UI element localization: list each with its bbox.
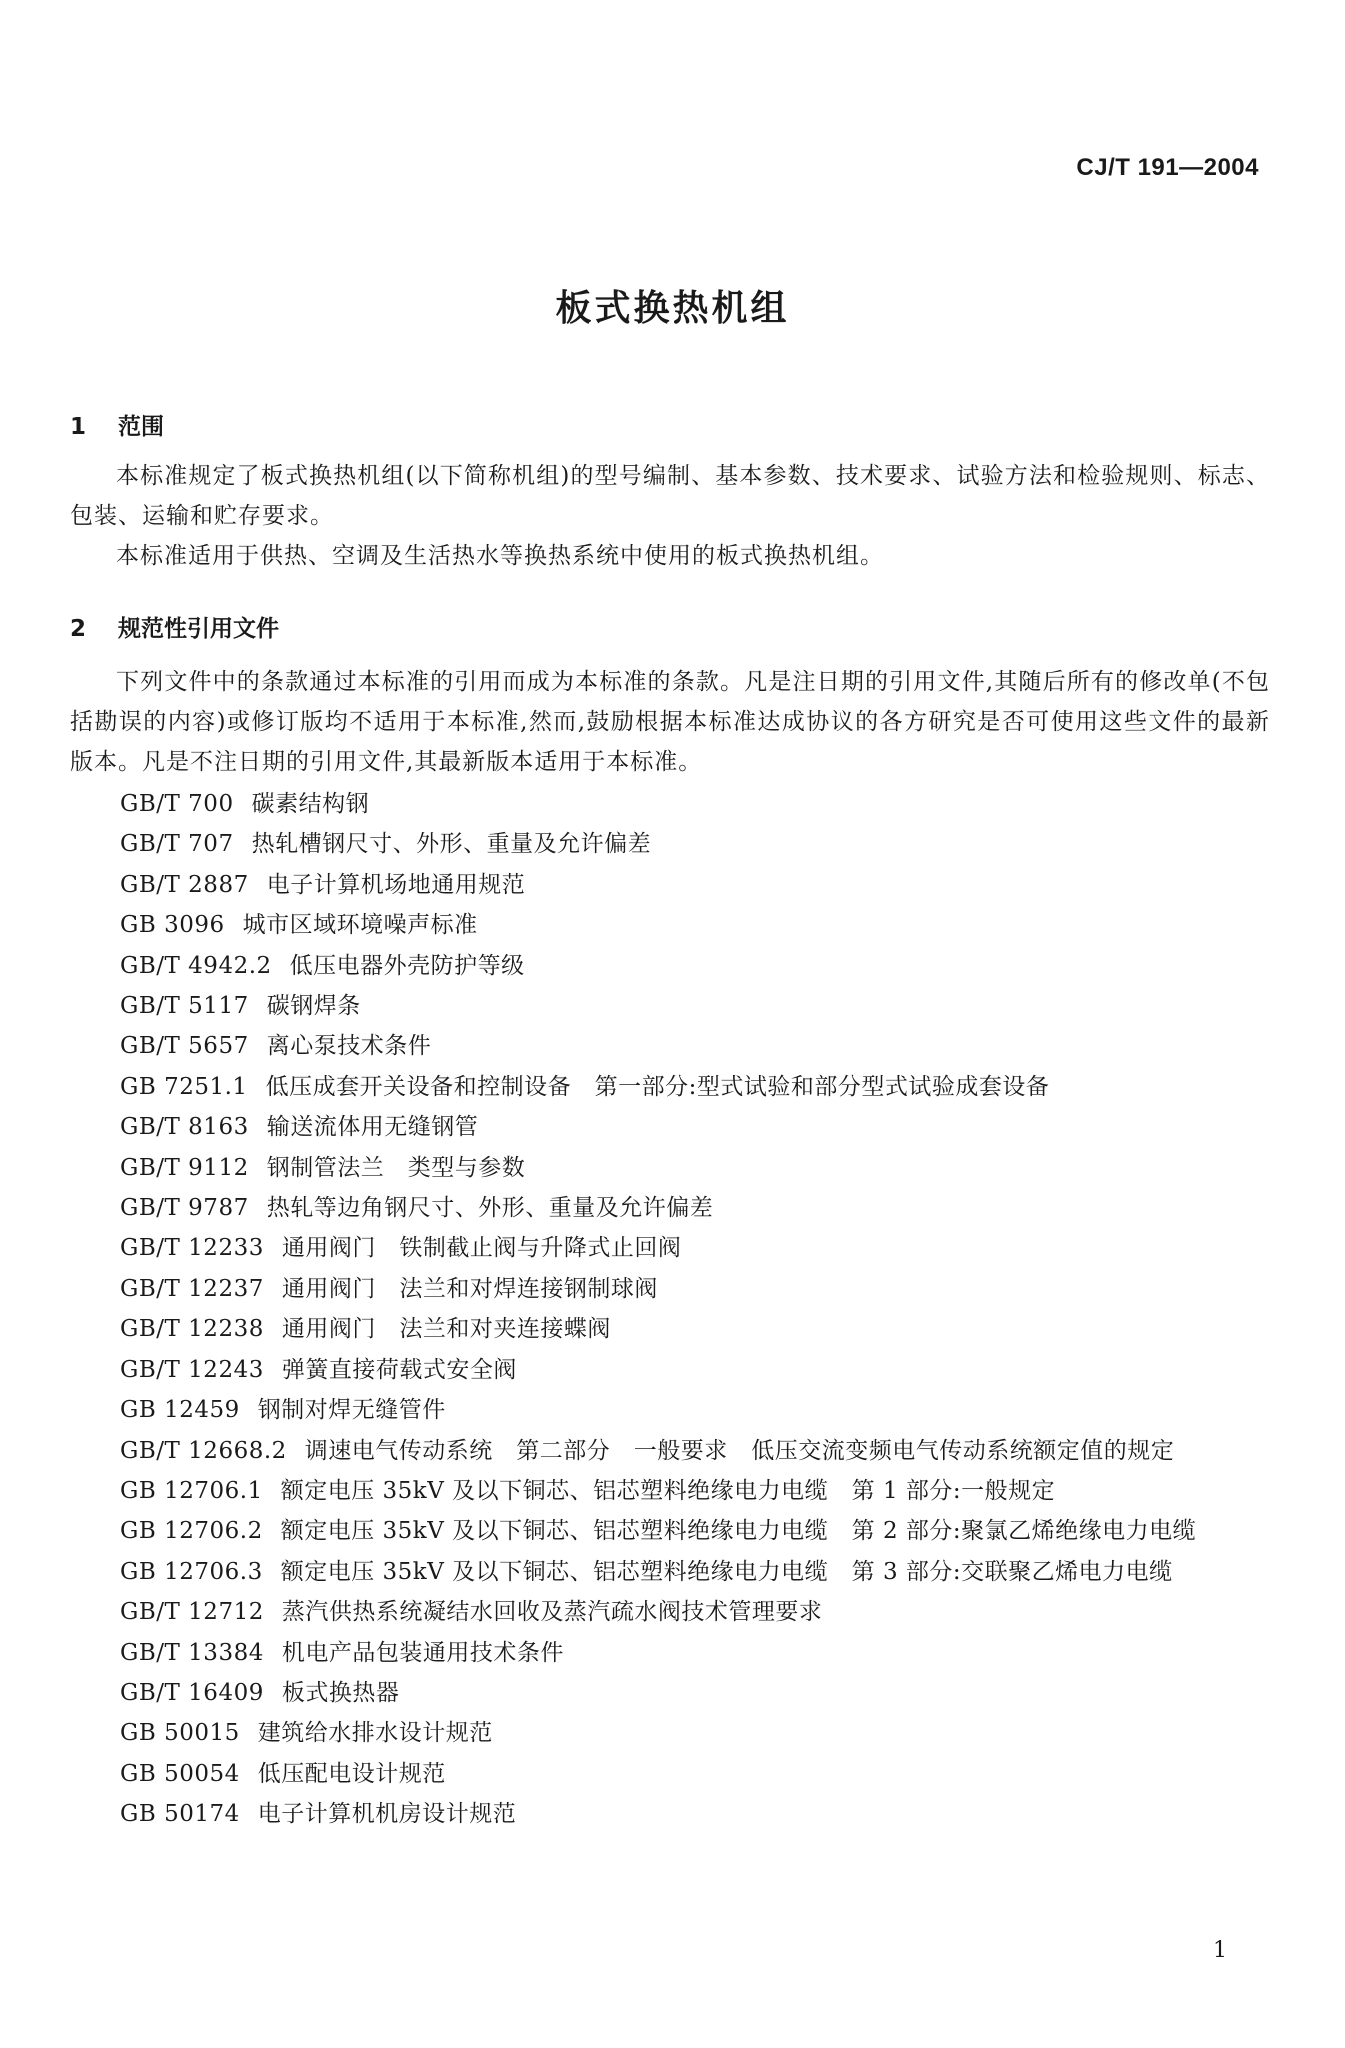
reference-item bbox=[70, 1471, 1270, 1511]
page-number: 1 bbox=[1213, 1938, 1227, 1963]
section-1-number: 1 bbox=[70, 414, 87, 440]
reference-title: 电子计算机机房设计规范 bbox=[257, 1801, 517, 1828]
reference-item bbox=[70, 1592, 1270, 1632]
reference-item bbox=[70, 1026, 1270, 1066]
reference-title: 通用阀门 铁制截止阀与升降式止回阀 bbox=[281, 1235, 682, 1262]
reference-item bbox=[70, 1754, 1270, 1794]
reference-code: GB/T 16409 bbox=[120, 1679, 264, 1706]
reference-code: GB/T 9787 bbox=[120, 1195, 249, 1222]
reference-title: 额定电压 35kV 及以下铜芯、铝芯塑料绝缘电力电缆 第 2 部分:聚氯乙烯绝缘电力电缆 bbox=[280, 1518, 1197, 1545]
reference-item bbox=[70, 986, 1270, 1026]
reference-title: 弹簧直接荷载式安全阀 bbox=[281, 1356, 517, 1383]
section-2-number: 2 bbox=[70, 616, 87, 642]
section-1-paragraph-2: 本标准适用于供热、空调及生活热水等换热系统中使用的板式换热机组。 bbox=[116, 543, 884, 569]
reference-item bbox=[70, 1188, 1270, 1228]
reference-item bbox=[70, 1107, 1270, 1147]
reference-item bbox=[70, 1350, 1270, 1390]
reference-item bbox=[70, 1713, 1270, 1753]
reference-code: GB/T 12712 bbox=[120, 1599, 264, 1626]
normative-references-list bbox=[70, 784, 1270, 1835]
reference-code: GB 12459 bbox=[120, 1397, 240, 1424]
reference-item bbox=[70, 1673, 1270, 1713]
reference-item bbox=[70, 824, 1270, 864]
reference-title: 额定电压 35kV 及以下铜芯、铝芯塑料绝缘电力电缆 第 1 部分:一般规定 bbox=[280, 1477, 1056, 1504]
reference-title: 碳素结构钢 bbox=[251, 791, 370, 817]
reference-title: 蒸汽供热系统凝结水回收及蒸汽疏水阀技术管理要求 bbox=[281, 1599, 823, 1626]
reference-item bbox=[70, 1148, 1270, 1188]
reference-code: GB/T 707 bbox=[120, 831, 234, 858]
reference-code: GB 50174 bbox=[120, 1801, 240, 1828]
reference-code: GB/T 4942.2 bbox=[120, 952, 272, 979]
reference-item bbox=[70, 1390, 1270, 1430]
reference-code: GB/T 5117 bbox=[120, 993, 249, 1020]
reference-code: GB 12706.3 bbox=[120, 1558, 263, 1585]
reference-item bbox=[70, 1633, 1270, 1673]
reference-code: GB/T 5657 bbox=[120, 1033, 249, 1060]
reference-title: 离心泵技术条件 bbox=[266, 1033, 432, 1060]
reference-title: 通用阀门 法兰和对焊连接钢制球阀 bbox=[281, 1275, 658, 1302]
reference-code: GB 12706.2 bbox=[120, 1518, 263, 1545]
reference-code: GB/T 12233 bbox=[120, 1235, 264, 1262]
reference-title: 低压配电设计规范 bbox=[257, 1760, 446, 1787]
standard-code: CJ/T 191—2004 bbox=[1076, 154, 1259, 181]
reference-code: GB/T 12668.2 bbox=[120, 1437, 287, 1464]
reference-code: GB 50015 bbox=[120, 1720, 240, 1747]
reference-item bbox=[70, 1431, 1270, 1471]
reference-item bbox=[70, 1511, 1270, 1551]
reference-code: GB/T 9112 bbox=[120, 1154, 249, 1181]
reference-item bbox=[70, 1309, 1270, 1349]
reference-title: 钢制对焊无缝管件 bbox=[257, 1397, 446, 1424]
reference-code: GB 50054 bbox=[120, 1760, 240, 1787]
reference-title: 通用阀门 法兰和对夹连接蝶阀 bbox=[281, 1316, 611, 1343]
reference-title: 低压成套开关设备和控制设备 第一部分:型式试验和部分型式试验成套设备 bbox=[265, 1073, 1050, 1100]
reference-code: GB/T 12238 bbox=[120, 1316, 264, 1343]
reference-code: GB/T 12237 bbox=[120, 1275, 264, 1302]
reference-title: 调速电气传动系统 第二部分 一般要求 低压交流变频电气传动系统额定值的规定 bbox=[304, 1437, 1175, 1464]
reference-item bbox=[70, 1067, 1270, 1107]
section-2-title: 规范性引用文件 bbox=[118, 616, 280, 642]
reference-item bbox=[70, 784, 1270, 824]
section-1-title: 范围 bbox=[118, 414, 165, 440]
reference-title: 电子计算机场地通用规范 bbox=[266, 871, 526, 898]
reference-code: GB 7251.1 bbox=[120, 1073, 248, 1100]
reference-item bbox=[70, 905, 1270, 945]
reference-item bbox=[70, 1794, 1270, 1834]
reference-title: 碳钢焊条 bbox=[266, 993, 361, 1020]
document-title: 板式换热机组 bbox=[555, 288, 790, 329]
reference-title: 机电产品包装通用技术条件 bbox=[281, 1639, 564, 1666]
reference-title: 建筑给水排水设计规范 bbox=[257, 1720, 493, 1747]
section-1-heading bbox=[70, 408, 164, 441]
reference-code: GB 3096 bbox=[120, 912, 225, 939]
reference-title: 钢制管法兰 类型与参数 bbox=[266, 1154, 526, 1181]
reference-title: 热轧槽钢尺寸、外形、重量及允许偏差 bbox=[251, 831, 652, 858]
reference-title: 板式换热器 bbox=[281, 1679, 400, 1706]
reference-title: 额定电压 35kV 及以下铜芯、铝芯塑料绝缘电力电缆 第 3 部分:交联聚乙烯电力电缆 bbox=[280, 1558, 1173, 1585]
reference-code: GB 12706.1 bbox=[120, 1477, 263, 1504]
reference-title: 城市区域环境噪声标准 bbox=[242, 912, 478, 939]
reference-code: GB/T 8163 bbox=[120, 1114, 249, 1141]
section-1-paragraph-1: 本标准规定了板式换热机组(以下简称机组)的型号编制、基本参数、技术要求、试验方法和检验规则、标志、包装、运输和贮存要求。 bbox=[70, 463, 1270, 529]
reference-title: 热轧等边角钢尺寸、外形、重量及允许偏差 bbox=[266, 1195, 714, 1222]
reference-title: 输送流体用无缝钢管 bbox=[266, 1114, 479, 1141]
section-2-paragraph-1: 下列文件中的条款通过本标准的引用而成为本标准的条款。凡是注日期的引用文件,其随后所有的修改单(不包括勘误的内容)或修订版均不适用于本标准,然而,鼓励根据本标准达成协议的各方研究是否可使用这些文件的最新版本。凡是不注日期的引用文件,其最新版本适用于本标准。 bbox=[70, 669, 1270, 775]
reference-item bbox=[70, 1228, 1270, 1268]
reference-code: GB/T 2887 bbox=[120, 871, 249, 898]
reference-item bbox=[70, 865, 1270, 905]
section-2-heading bbox=[70, 610, 279, 643]
reference-item bbox=[70, 1269, 1270, 1309]
reference-item bbox=[70, 1552, 1270, 1592]
reference-title: 低压电器外壳防护等级 bbox=[289, 952, 525, 979]
reference-code: GB/T 700 bbox=[120, 791, 234, 817]
reference-item bbox=[70, 946, 1270, 986]
reference-code: GB/T 13384 bbox=[120, 1639, 264, 1666]
reference-code: GB/T 12243 bbox=[120, 1356, 264, 1383]
